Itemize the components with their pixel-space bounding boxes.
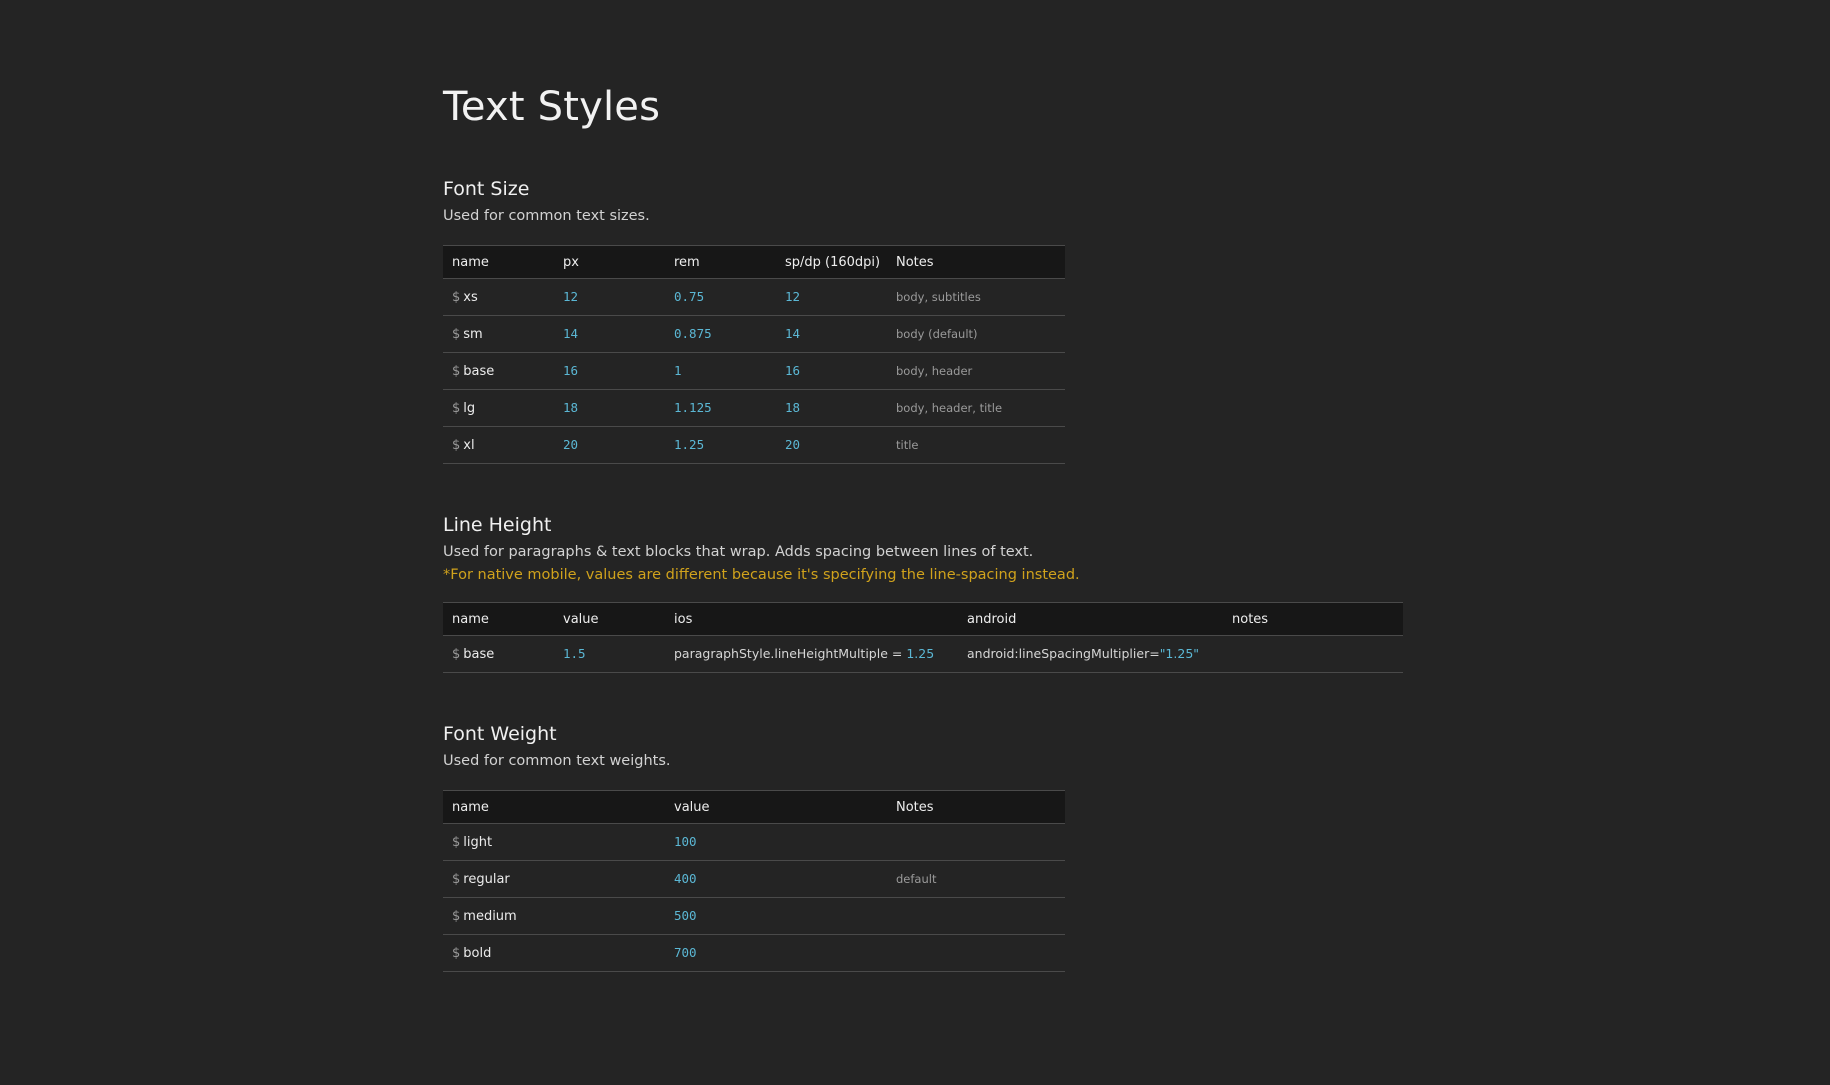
font-size-heading: Font Size xyxy=(443,178,530,200)
token-prefix: $ xyxy=(452,834,461,850)
token-name-cell xyxy=(443,427,554,464)
column-header: name xyxy=(443,791,665,824)
line-height-description: Used for paragraphs & text blocks that wrap. Adds spacing between lines of text. xyxy=(443,544,1034,560)
rem-cell xyxy=(665,316,776,353)
font-weight-heading: Font Weight xyxy=(443,723,557,745)
px-value: 18 xyxy=(563,400,579,415)
android-code-value: "1.25" xyxy=(1159,646,1200,661)
token-prefix: $ xyxy=(452,646,461,662)
token-name-cell xyxy=(443,861,665,898)
line-height-value: 1.5 xyxy=(563,646,586,661)
column-header: ios xyxy=(665,603,958,636)
rem-cell xyxy=(665,353,776,390)
rem-value: 0.75 xyxy=(674,289,705,304)
table-row xyxy=(443,316,1065,353)
notes-cell xyxy=(887,316,1065,353)
ios-code-prefix: paragraphStyle.lineHeightMultiple = xyxy=(674,646,907,661)
token-prefix: $ xyxy=(452,871,461,887)
notes-text: body (default) xyxy=(896,326,978,341)
column-header: android xyxy=(958,603,1223,636)
ios-cell xyxy=(665,636,958,673)
page-title: Text Styles xyxy=(443,84,661,130)
token-name-cell xyxy=(443,636,554,673)
spdp-value: 18 xyxy=(785,400,801,415)
spdp-cell xyxy=(776,390,887,427)
weight-value: 500 xyxy=(674,908,697,923)
px-value: 14 xyxy=(563,326,579,341)
px-value: 12 xyxy=(563,289,579,304)
spdp-cell xyxy=(776,427,887,464)
line-height-section xyxy=(443,514,1403,673)
token-name: regular xyxy=(463,871,510,887)
px-cell xyxy=(554,353,665,390)
token-name-cell xyxy=(443,279,554,316)
rem-value: 1 xyxy=(674,363,682,378)
notes-cell xyxy=(887,279,1065,316)
token-name: bold xyxy=(463,945,492,961)
rem-cell xyxy=(665,279,776,316)
table-row xyxy=(443,279,1065,316)
table-row xyxy=(443,636,1403,673)
token-prefix: $ xyxy=(452,400,461,416)
notes-cell xyxy=(887,898,1065,935)
token-name: base xyxy=(463,363,495,379)
spdp-cell xyxy=(776,279,887,316)
notes-cell xyxy=(887,390,1065,427)
px-cell xyxy=(554,316,665,353)
value-cell xyxy=(665,824,887,861)
rem-value: 1.125 xyxy=(674,400,712,415)
token-prefix: $ xyxy=(452,945,461,961)
token-name-cell xyxy=(443,935,665,972)
notes-cell xyxy=(887,427,1065,464)
notes-cell xyxy=(887,861,1065,898)
px-cell xyxy=(554,279,665,316)
column-header: name xyxy=(443,603,554,636)
value-cell xyxy=(665,935,887,972)
token-name: light xyxy=(463,834,493,850)
table-header-row xyxy=(443,603,1403,636)
font-size-table xyxy=(443,245,1065,464)
notes-cell xyxy=(887,935,1065,972)
value-cell xyxy=(665,898,887,935)
spdp-cell xyxy=(776,316,887,353)
column-header: value xyxy=(554,603,665,636)
weight-value: 400 xyxy=(674,871,697,886)
notes-text: body, header xyxy=(896,363,973,378)
spdp-value: 16 xyxy=(785,363,801,378)
table-row xyxy=(443,353,1065,390)
spdp-value: 20 xyxy=(785,437,801,452)
token-name: sm xyxy=(463,326,483,342)
value-cell xyxy=(665,861,887,898)
weight-value: 100 xyxy=(674,834,697,849)
token-name: medium xyxy=(463,908,517,924)
ios-code xyxy=(674,646,934,661)
token-prefix: $ xyxy=(452,289,461,305)
token-name-cell xyxy=(443,316,554,353)
native-mobile-warning: *For native mobile, values are different because it's specifying the line-spacing instead. xyxy=(443,567,1080,583)
token-prefix: $ xyxy=(452,437,461,453)
spdp-value: 12 xyxy=(785,289,801,304)
notes-cell xyxy=(887,353,1065,390)
notes-text: body, header, title xyxy=(896,400,1003,415)
notes-cell xyxy=(887,824,1065,861)
token-name-cell xyxy=(443,353,554,390)
token-name: xs xyxy=(463,289,478,305)
value-cell xyxy=(554,636,665,673)
column-header: rem xyxy=(665,246,776,279)
table-header-row xyxy=(443,246,1065,279)
table-row xyxy=(443,824,1065,861)
column-header: value xyxy=(665,791,887,824)
token-name-cell xyxy=(443,824,665,861)
table-header-row xyxy=(443,791,1065,824)
table-row xyxy=(443,861,1065,898)
font-weight-table xyxy=(443,790,1065,972)
table-row xyxy=(443,935,1065,972)
rem-cell xyxy=(665,427,776,464)
token-name-cell xyxy=(443,390,554,427)
weight-value: 700 xyxy=(674,945,697,960)
token-name-cell xyxy=(443,898,665,935)
column-header: Notes xyxy=(887,791,1065,824)
rem-value: 1.25 xyxy=(674,437,705,452)
token-name: lg xyxy=(463,400,476,416)
column-header: px xyxy=(554,246,665,279)
rem-value: 0.875 xyxy=(674,326,712,341)
line-height-table xyxy=(443,602,1403,673)
token-prefix: $ xyxy=(452,363,461,379)
token-name: xl xyxy=(463,437,475,453)
table-row xyxy=(443,427,1065,464)
font-size-section xyxy=(443,178,1065,464)
notes-text: title xyxy=(896,437,919,452)
column-header: notes xyxy=(1223,603,1403,636)
android-cell xyxy=(958,636,1223,673)
token-prefix: $ xyxy=(452,326,461,342)
android-code xyxy=(967,646,1199,661)
font-size-description: Used for common text sizes. xyxy=(443,208,650,224)
notes-text: body, subtitles xyxy=(896,289,981,304)
rem-cell xyxy=(665,390,776,427)
px-cell xyxy=(554,390,665,427)
font-weight-description: Used for common text weights. xyxy=(443,753,671,769)
column-header: name xyxy=(443,246,554,279)
font-weight-section xyxy=(443,723,1065,972)
android-code-prefix: android:lineSpacingMultiplier= xyxy=(967,646,1160,661)
token-name: base xyxy=(463,646,495,662)
table-row xyxy=(443,390,1065,427)
column-header: sp/dp (160dpi) xyxy=(776,246,887,279)
ios-code-value: 1.25 xyxy=(906,646,935,661)
column-header: Notes xyxy=(887,246,1065,279)
notes-cell xyxy=(1223,636,1403,673)
line-height-heading: Line Height xyxy=(443,514,552,536)
token-prefix: $ xyxy=(452,908,461,924)
spdp-cell xyxy=(776,353,887,390)
spdp-value: 14 xyxy=(785,326,801,341)
px-cell xyxy=(554,427,665,464)
table-row xyxy=(443,898,1065,935)
px-value: 20 xyxy=(563,437,579,452)
px-value: 16 xyxy=(563,363,579,378)
notes-text: default xyxy=(896,871,937,886)
